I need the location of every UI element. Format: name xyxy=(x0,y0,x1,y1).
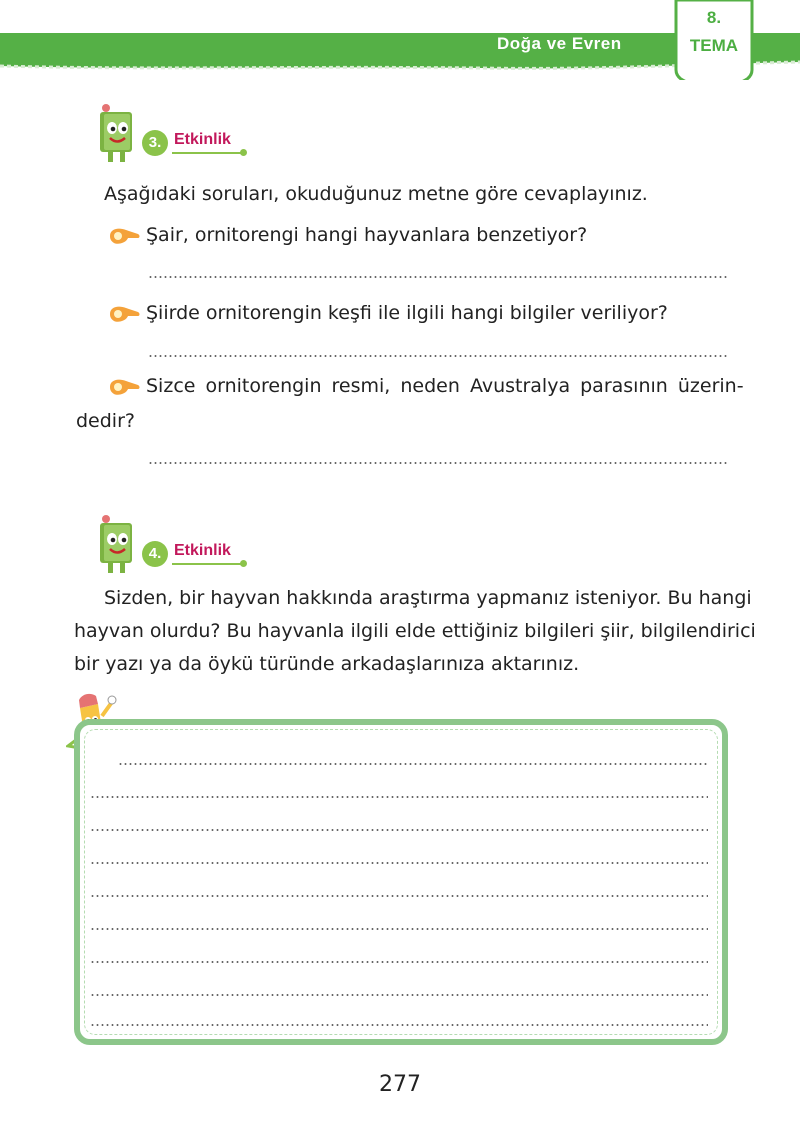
answer-line-1[interactable] xyxy=(148,276,728,278)
pointing-hand-icon xyxy=(106,225,142,247)
pointing-hand-icon xyxy=(106,376,142,398)
activity-label: Etkinlik xyxy=(174,131,231,148)
activity-underline xyxy=(172,152,242,154)
header-ribbon xyxy=(0,0,800,80)
activity-3-instruction: Aşağıdaki soruları, okuduğunuz metne göre cevaplayınız. xyxy=(104,183,648,205)
answer-line-2[interactable] xyxy=(148,355,728,357)
tema-label: TEMA xyxy=(689,36,739,55)
page-number: 277 xyxy=(379,1072,421,1097)
activity-4-paragraph-line-1: Sizden, bir hayvan hakkında araştırma yapmanız isteniyor. Bu hangi xyxy=(104,587,752,609)
activity-number: 4. xyxy=(142,541,168,567)
writing-line[interactable] xyxy=(90,928,708,930)
writing-line[interactable] xyxy=(90,829,708,831)
activity-number: 3. xyxy=(142,130,168,156)
writing-line[interactable] xyxy=(90,994,708,996)
writing-line[interactable] xyxy=(90,862,708,864)
writing-line[interactable] xyxy=(118,763,708,765)
tema-number: 8. xyxy=(706,8,722,27)
book-mascot-icon xyxy=(92,100,152,166)
writing-line[interactable] xyxy=(90,1024,708,1026)
activity-3-heading xyxy=(92,100,262,166)
book-mascot-icon xyxy=(92,511,152,577)
activity-dot xyxy=(240,560,247,567)
activity-label: Etkinlik xyxy=(174,542,231,559)
activity-dot xyxy=(240,149,247,156)
question-3-continuation: dedir? xyxy=(76,410,135,432)
activity-4-paragraph-line-3: bir yazı ya da öykü türünde arkadaşlarınıza aktarınız. xyxy=(74,653,580,675)
writing-line[interactable] xyxy=(90,895,708,897)
activity-underline xyxy=(172,563,242,565)
activity-4-heading xyxy=(92,511,262,577)
answer-line-3[interactable] xyxy=(148,462,728,464)
writing-line[interactable] xyxy=(90,961,708,963)
writing-answer-box[interactable] xyxy=(74,719,728,1045)
question-3: Sizce ornitorengin resmi, neden Avustralya parasının üzerin- xyxy=(146,375,744,397)
writing-line[interactable] xyxy=(90,796,708,798)
pointing-hand-icon xyxy=(106,303,142,325)
question-1: Şair, ornitorengi hangi hayvanlara benzetiyor? xyxy=(146,224,588,246)
activity-4-paragraph-line-2: hayvan olurdu? Bu hayvanla ilgili elde ettiğiniz bilgileri şiir, bilgilendirici xyxy=(74,620,756,642)
theme-title: Doğa ve Evren xyxy=(497,34,622,53)
question-2: Şiirde ornitorengin keşfi ile ilgili hangi bilgiler veriliyor? xyxy=(146,302,668,324)
header-band xyxy=(0,0,800,80)
